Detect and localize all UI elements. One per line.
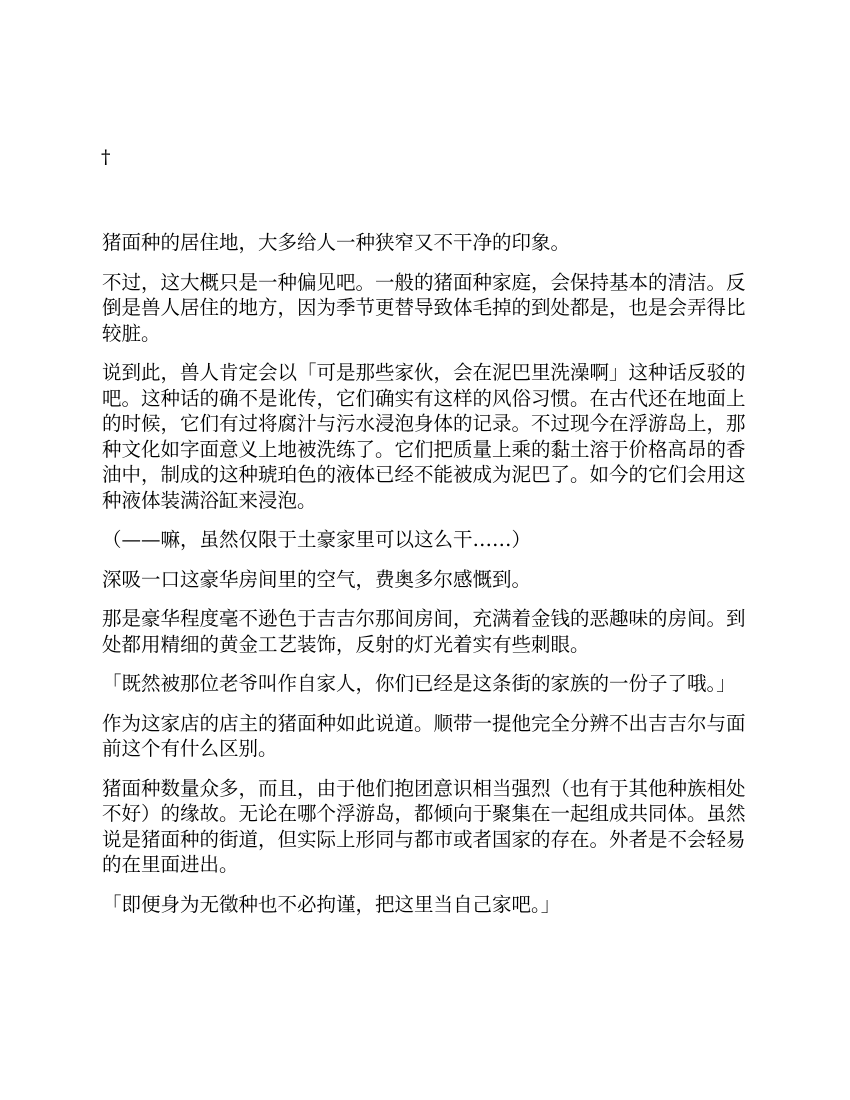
- paragraph: 那是豪华程度毫不逊色于吉吉尔那间房间，充满着金钱的恶趣味的房间。到处都用精细的黄金工艺装饰，反射的灯光着实有些刺眼。: [102, 607, 746, 656]
- paragraph: 猪面种数量众多，而且，由于他们抱团意识相当强烈（也有于其他种族相处不好）的缘故。无论在哪个浮游岛，都倾向于聚集在一起组成共同体。虽然说是猪面种的街道，但实际上形同与都市或者国家的存在。外者是不会轻易的在里面进出。: [102, 776, 746, 876]
- paragraph: 不过，这大概只是一种偏见吧。一般的猪面种家庭，会保持基本的清洁。反倒是兽人居住的地方，因为季节更替导致体毛掉的到处都是，也是会弄得比较脏。: [102, 270, 746, 345]
- paragraph: 「既然被那位老爷叫作自家人，你们已经是这条街的家族的一份子了哦。」: [102, 672, 736, 695]
- paragraph: 「即便身为无徵种也不必拘谨，把这里当自己家吧。」: [102, 892, 561, 916]
- section-break-dagger: †: [101, 146, 111, 168]
- paragraph: 猪面种的居住地，大多给人一种狭窄又不干净的印象。: [102, 231, 571, 254]
- paragraph: （——嘛，虽然仅限于土豪家里可以这么干……）: [102, 528, 532, 551]
- body-text: [102, 230, 752, 931]
- paragraph: 说到此，兽人肯定会以「可是那些家伙，会在泥巴里洗澡啊」这种话反驳的吧。这种话的确不是讹传，它们确实有这样的风俗习惯。在古代还在地面上的时候，它们有过将腐汁与污水浸泡身体的记录。不过现今在浮游岛上，那种文化如字面意义上地被洗练了。它们把质量上乘的黏土溶于价格高昂的香油中，制成的这种琥珀色的液体已经不能被成为泥巴了。如今的它们会用这种液体装满浴缸来浸泡。: [102, 361, 746, 512]
- paragraph: 作为这家店的店主的猪面种如此说道。顺带一提他完全分辨不出吉吉尔与面前这个有什么区别。: [102, 711, 746, 760]
- paragraph: 深吸一口这豪华房间里的空气，费奥多尔感慨到。: [102, 567, 532, 591]
